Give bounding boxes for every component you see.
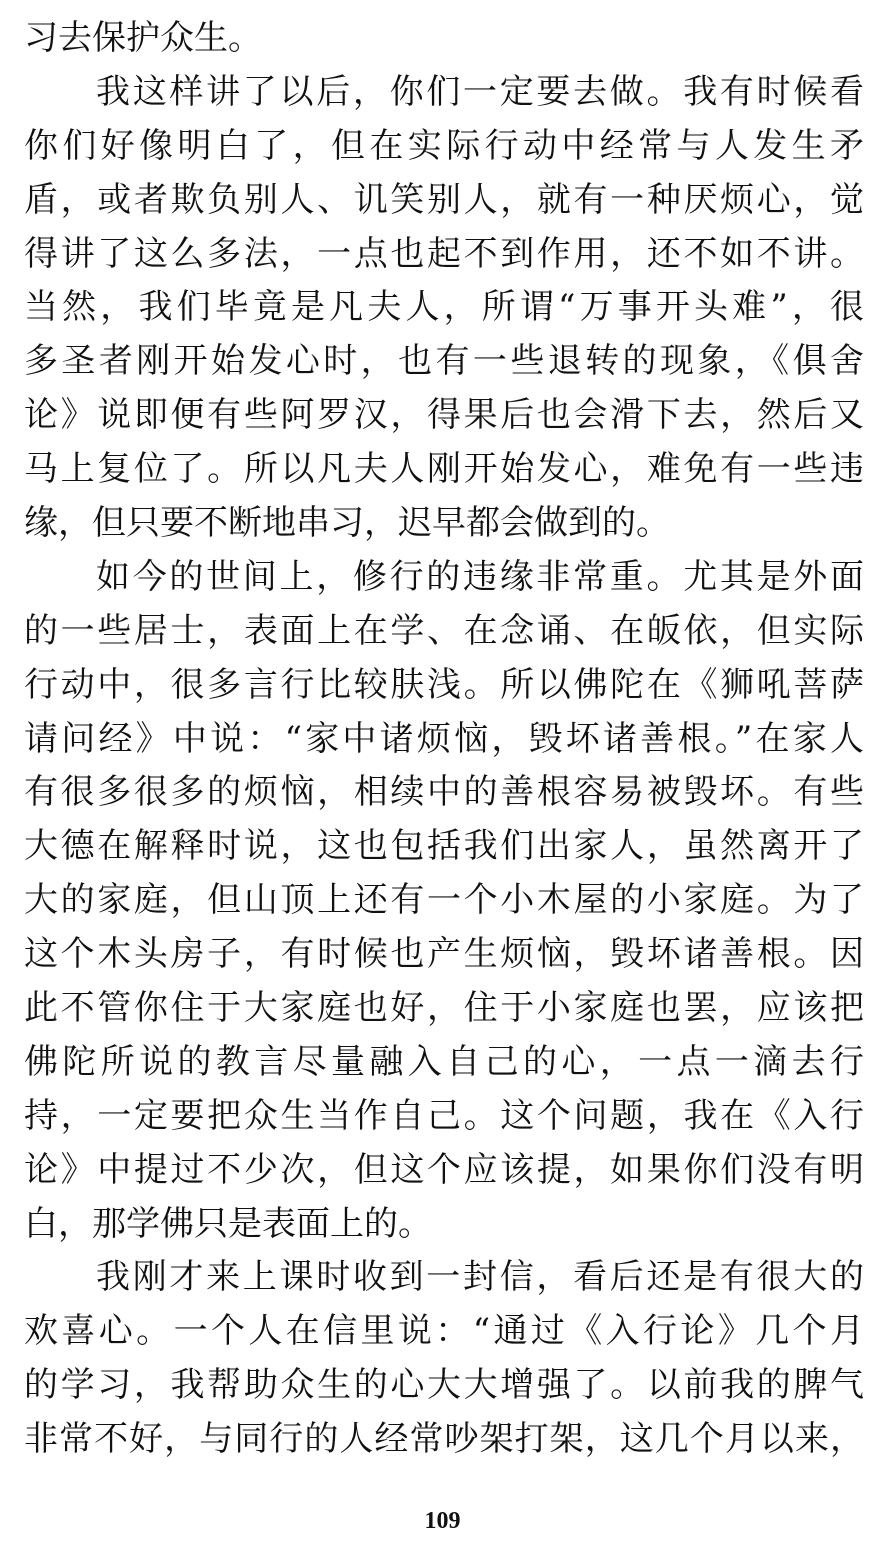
text-line: 论》说即便有些阿罗汉，得果后也会滑下去，然后又 bbox=[24, 395, 864, 436]
text-line: 得讲了这么多法，一点也起不到作用，还不如不讲。 bbox=[24, 233, 864, 274]
text-line: 的学习，我帮助众生的心大大增强了。以前我的脾气 bbox=[24, 1365, 864, 1406]
text-line: 非常不好，与同行的人经常吵架打架，这几个月以来， bbox=[24, 1419, 864, 1460]
text-line: 欢喜心。一个人在信里说：“通过《入行论》几个月 bbox=[24, 1311, 864, 1352]
text-line: 有很多很多的烦恼，相续中的善根容易被毁坏。有些 bbox=[24, 772, 864, 813]
page-number: 109 bbox=[424, 1508, 461, 1534]
text-line: 马上复位了。所以凡夫人刚开始发心，难免有一些违 bbox=[24, 449, 864, 490]
text-line: 多圣者刚开始发心时，也有一些退转的现象，《俱舍 bbox=[24, 341, 864, 382]
text-line: 持，一定要把众生当作自己。这个问题，我在《入行 bbox=[24, 1095, 864, 1136]
paragraph-last-line: 白，那学佛只是表面上的。 bbox=[24, 1203, 432, 1244]
text-line: 大德在解释时说，这也包括我们出家人，虽然离开了 bbox=[24, 826, 864, 867]
text-line: 此不管你住于大家庭也好，住于小家庭也罢，应该把 bbox=[24, 988, 864, 1029]
paragraph-last-line: 缘，但只要不断地串习，迟早都会做到的。 bbox=[24, 503, 670, 544]
paragraph-first-line: 如今的世间上，修行的违缘非常重。尤其是外面 bbox=[96, 556, 864, 597]
text-line: 的一些居士，表面上在学、在念诵、在皈依，但实际 bbox=[24, 610, 864, 651]
text-line: 当然，我们毕竟是凡夫人，所谓“万事开头难”，很 bbox=[24, 287, 864, 328]
text-line: 习去保护众生。 bbox=[24, 18, 262, 58]
text-line: 请问经》中说：“家中诸烦恼，毁坏诸善根。”在家人 bbox=[24, 718, 864, 759]
paragraph-first-line: 我这样讲了以后，你们一定要去做。我有时候看 bbox=[96, 71, 864, 112]
text-line: 论》中提过不少次，但这个应该提，如果你们没有明 bbox=[24, 1149, 864, 1190]
text-line: 佛陀所说的教言尽量融入自己的心，一点一滴去行 bbox=[24, 1041, 864, 1082]
text-line: 大的家庭，但山顶上还有一个小木屋的小家庭。为了 bbox=[24, 880, 864, 921]
text-line: 你们好像明白了，但在实际行动中经常与人发生矛 bbox=[24, 125, 864, 166]
text-line: 盾，或者欺负别人、讥笑别人，就有一种厌烦心，觉 bbox=[24, 179, 864, 220]
text-line: 行动中，很多言行比较肤浅。所以佛陀在《狮吼菩萨 bbox=[24, 664, 864, 705]
text-line: 这个木头房子，有时候也产生烦恼，毁坏诸善根。因 bbox=[24, 934, 864, 975]
body-text bbox=[24, 12, 864, 1467]
paragraph-first-line: 我刚才来上课时收到一封信，看后还是有很大的 bbox=[96, 1257, 864, 1298]
